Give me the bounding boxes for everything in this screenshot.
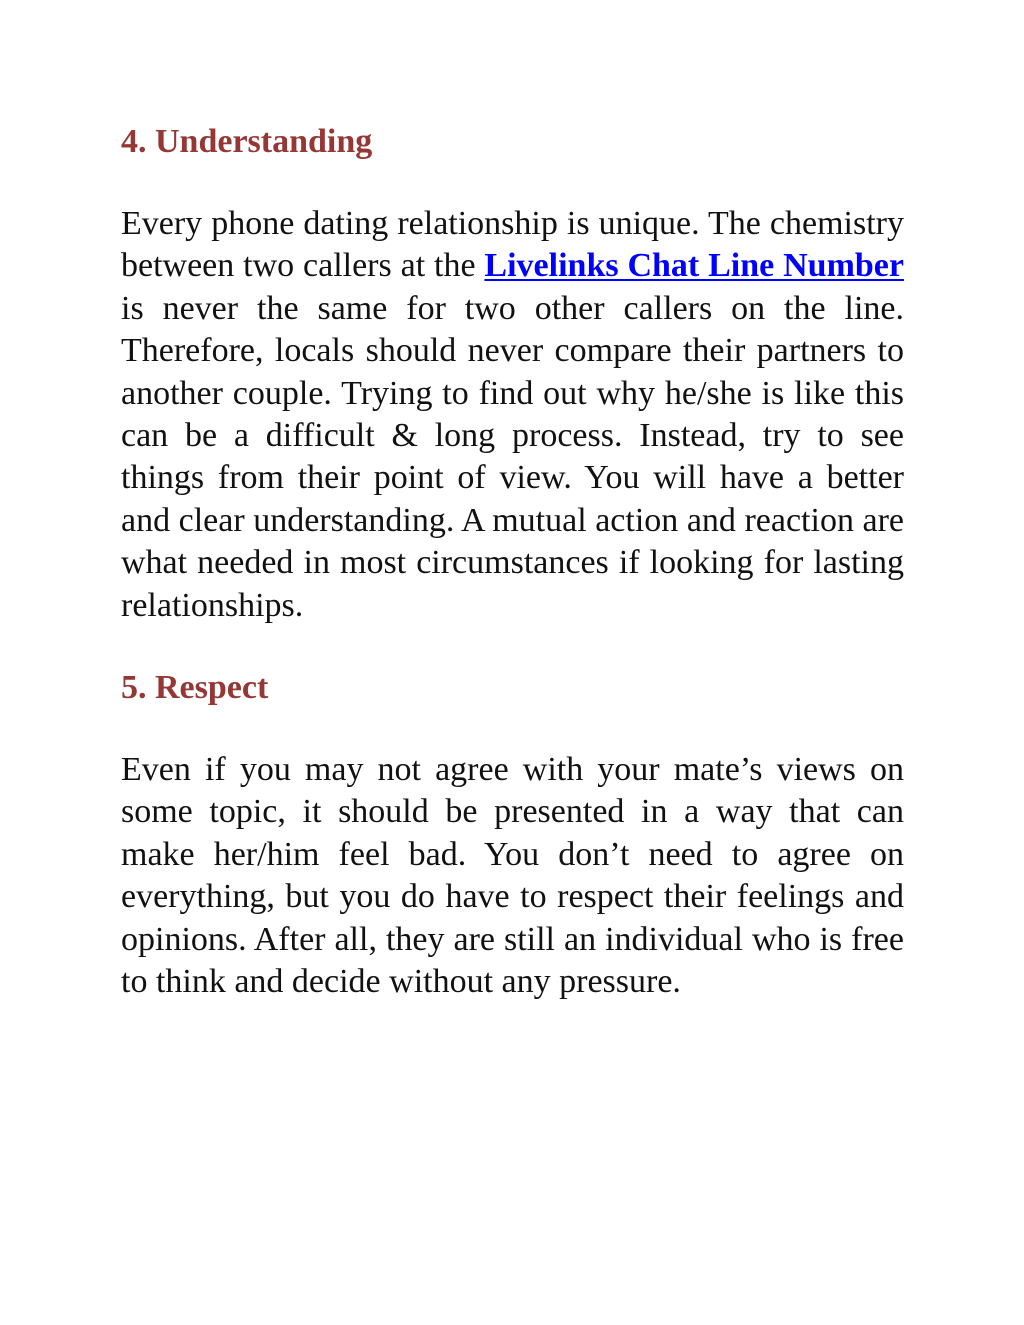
section-4-text-before-link: Every phone dating relationship is unique. The chemistry between two callers at the (121, 205, 904, 285)
document-page (121, 118, 904, 1004)
section-4-paragraph (121, 203, 904, 627)
section-4-text-after-link: is never the same for two other callers on the line. Therefore, locals should never compare their partners to another couple. Trying to find out why he/she is like this can be a difficult & long process. Instead, try to see things from their point of view. You will have a better and clear understanding. A mutual action and reaction are what needed in most circumstances if looking for lasting relationships. (121, 289, 904, 624)
section-4-heading: 4. Understanding (121, 123, 373, 160)
section-5-paragraph: Even if you may not agree with your mate’s views on some topic, it should be presented in a way that can make her/him feel bad. You don’t need to agree on everything, but you do have to respect their feelings and opinions. After all, they are still an individual who is free to think and decide without any pressure. (121, 751, 904, 1001)
livelinks-chat-line-number-link[interactable]: Livelinks Chat Line Number (484, 247, 904, 285)
section-5-heading: 5. Respect (121, 669, 269, 707)
